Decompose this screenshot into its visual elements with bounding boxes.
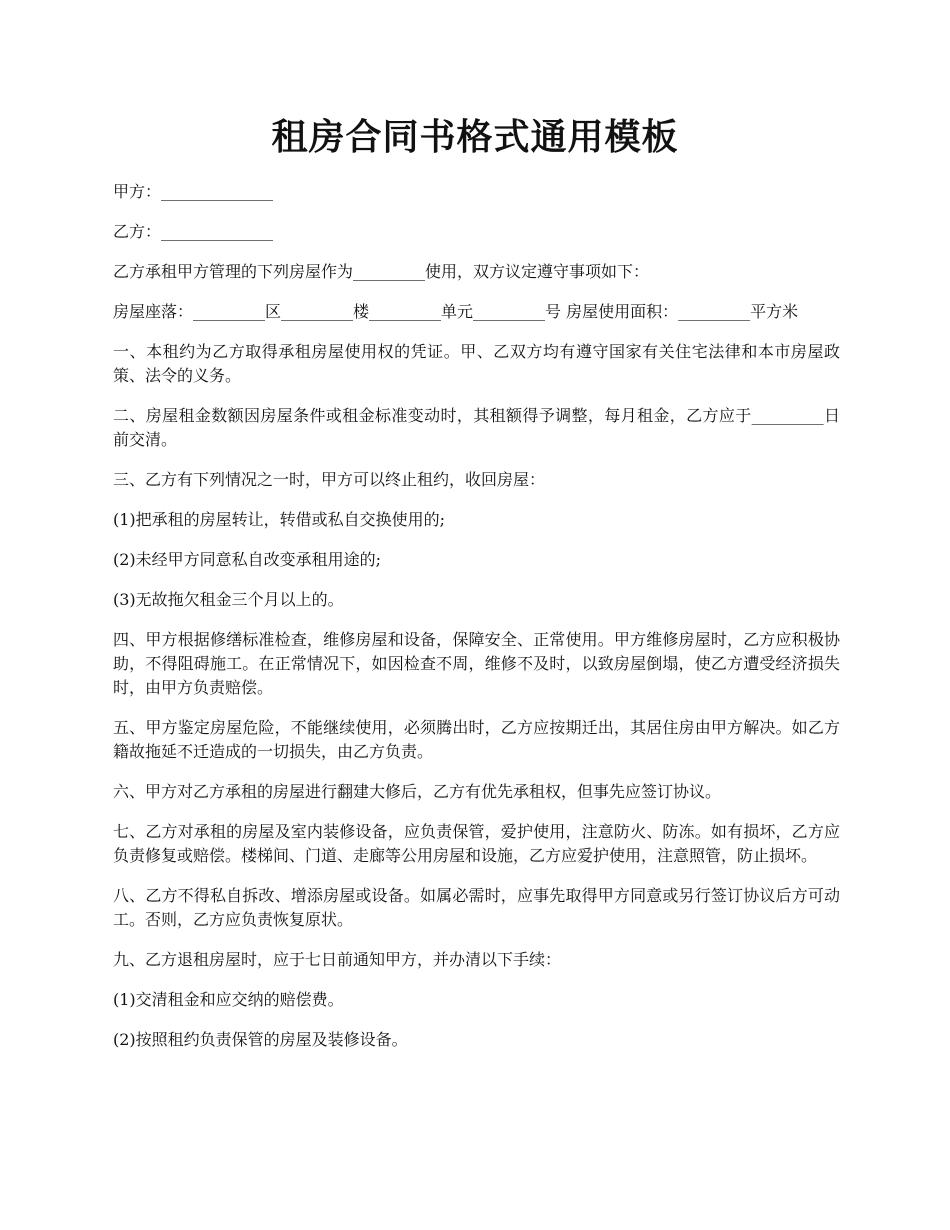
clause-5: 五、甲方鉴定房屋危险，不能继续使用，必须腾出时，乙方应按期迁出，其居住房由甲方解决。如乙方籍故拖延不迁造成的一切损失，由乙方负责。	[113, 718, 840, 761]
intro-paragraph: 乙方承租甲方管理的下列房屋作为_________使用，双方议定遵守事项如下：	[113, 262, 650, 281]
clause-8: 八、乙方不得私自拆改、增添房屋或设备。如属必需时，应事先取得甲方同意或另行签订协议后方可动工。否则，乙方应负责恢复原状。	[113, 886, 840, 929]
clause-2: 二、房屋租金数额因房屋条件或租金标准变动时，其租额得予调整，每月租金，乙方应于_________日前交清。	[113, 406, 840, 449]
clause-7: 七、乙方对承租的房屋及室内装修设备，应负责保管，爱护使用，注意防火、防冻。如有损坏，乙方应负责修复或赔偿。楼梯间、门道、走廊等公用房屋和设施，乙方应爱护使用，注意照管，防止损坏。	[113, 822, 840, 865]
party-b-line: 乙方：______________	[113, 222, 274, 241]
clause-9-item-1: (1)交清租金和应交纳的赔偿费。	[113, 990, 344, 1009]
clause-6: 六、甲方对乙方承租的房屋进行翻建大修后，乙方有优先承租权，但事先应签订协议。	[113, 782, 722, 801]
clause-3: 三、乙方有下列情况之一时，甲方可以终止租约，收回房屋：	[113, 470, 546, 489]
clause-3-item-2: (2)未经甲方同意私自改变承租用途的;	[113, 550, 382, 569]
document-body	[113, 180, 840, 1068]
clause-9: 九、乙方退租房屋时，应于七日前通知甲方，并办清以下手续：	[113, 950, 562, 969]
clause-1: 一、本租约为乙方取得承租房屋使用权的凭证。甲、乙双方均有遵守国家有关住宅法律和本市房屋政策、法令的义务。	[113, 342, 840, 385]
party-a-line: 甲方：______________	[113, 182, 274, 201]
document-title: 租房合同书格式通用模板	[271, 116, 679, 158]
clause-4: 四、甲方根据修缮标准检查，维修房屋和设备，保障安全、正常使用。甲方维修房屋时，乙方应积极协助，不得阻碍施工。在正常情况下，如因检查不周，维修不及时，以致房屋倒塌，使乙方遭受经济损失时，由甲方负责赔偿。	[113, 630, 840, 697]
clause-9-item-2: (2)按照租约负责保管的房屋及装修设备。	[113, 1030, 408, 1049]
property-location-paragraph: 房屋座落：_________区_________楼_________单元_________号 房屋使用面积：_________平方米	[113, 302, 799, 321]
clause-3-item-1: (1)把承租的房屋转让，转借或私自交换使用的;	[113, 510, 446, 529]
clause-3-item-3: (3)无故拖欠租金三个月以上的。	[113, 590, 344, 609]
